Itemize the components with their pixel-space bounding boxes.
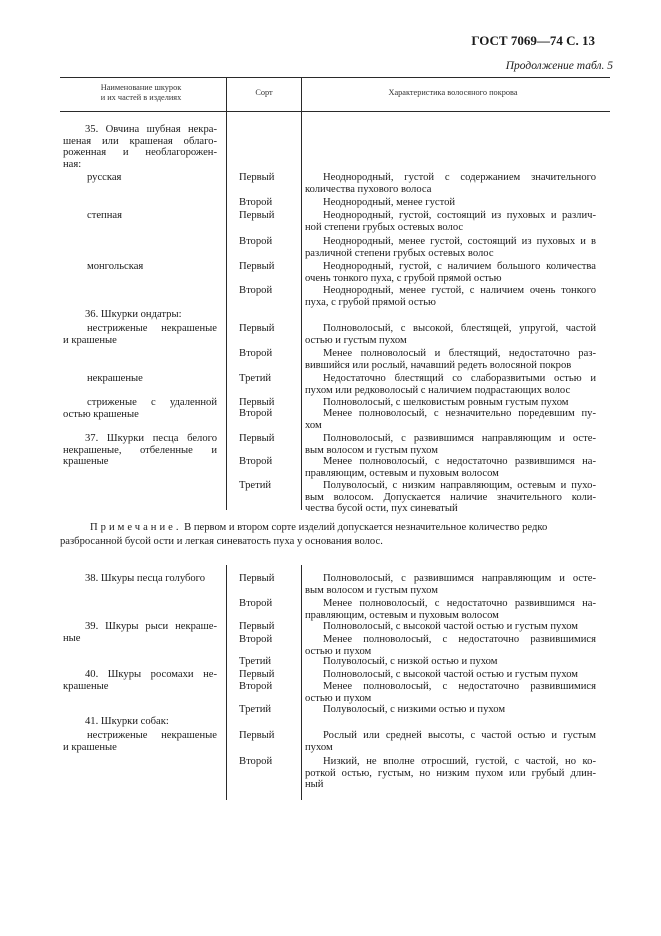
row-grade: Первый — [239, 323, 275, 334]
row-characteristic-line: Менее полноволосый, с недостаточно развившимися — [323, 681, 596, 692]
row-name-line: крашеные — [63, 456, 109, 467]
column-divider-2-lower — [301, 565, 302, 800]
row-characteristic-line: Недостаточно блестящий со слаборазвитыми остью и — [323, 373, 596, 384]
column-divider-1 — [226, 78, 227, 510]
row-name-line: ные — [63, 632, 81, 644]
row-characteristic-line: Низкий, не вполне отросший, густой, с частой, но ко- — [323, 756, 596, 767]
row-characteristic-line: вым волосом и густым пухом — [305, 444, 438, 456]
row-name-line: нестриженые некрашеные — [87, 323, 217, 334]
row-name-line: 37. Шкурки песца белого — [85, 433, 217, 444]
row-characteristic-line: Неоднородный, менее густой, состоящий из пуховых и в — [323, 236, 596, 247]
row-characteristic-line: Полуволосый, с низким направляющим, остевым и пухо- — [323, 480, 596, 491]
column-header-name — [66, 83, 216, 103]
row-grade: Первый — [239, 669, 275, 680]
row-characteristic-line: хом — [305, 419, 322, 431]
row-characteristic-line: Полуволосый, с низкой остью и пухом — [323, 656, 498, 667]
row-name-line: стриженые с удаленной — [87, 397, 217, 408]
row-characteristic-line: ной степени грубых остевых волос — [305, 221, 464, 233]
row-characteristic-line: пуха, с грубой прямой остью — [305, 296, 436, 308]
row-characteristic-line: Полноволосый, с шелковистым ровным густым пухом — [323, 397, 569, 408]
table-note — [90, 522, 597, 534]
note-text-line: В первом и втором сорте изделий допускается незначительное количество редко — [184, 522, 548, 533]
row-characteristic-line: правляющим, остевым и пуховым волосом — [305, 609, 499, 621]
row-characteristic-line: пухом или редковолосый с наличием подрастающих волос — [305, 384, 571, 396]
row-characteristic-line: правляющим, остевым и пуховым волосом — [305, 467, 499, 479]
column-header-characteristic: Характеристика волосяного покрова — [388, 88, 518, 97]
row-name-line: 38. Шкуры песца голубого — [85, 573, 206, 584]
row-characteristic-line: Менее полноволосый, с незначительно поредевшим пу- — [323, 408, 596, 419]
row-characteristic-line: Полуволосый, с низкими остью и пухом — [323, 704, 506, 715]
row-characteristic-line: Менее полноволосый, с недостаточно развившимся на- — [323, 598, 596, 609]
row-grade: Второй — [239, 456, 273, 467]
row-grade: Второй — [239, 598, 273, 609]
row-characteristic-line: Полноволосый, с развившимся направляющим и осте- — [323, 573, 596, 584]
row-grade: Третий — [239, 656, 272, 667]
row-characteristic-line: остью и густым пухом — [305, 334, 407, 346]
row-characteristic-line: очень тонкого пуха, с грубой прямой остью — [305, 272, 502, 284]
row-characteristic-line: чества бусой ости, пух синеватый — [305, 503, 458, 514]
row-grade: Первый — [239, 573, 275, 584]
row-grade: Третий — [239, 704, 272, 715]
row-name-line: ная: — [63, 158, 82, 170]
row-characteristic-line: Полноволосый, с высокой частой остью и густым пухом — [323, 621, 579, 632]
row-name-line: остью крашеные — [63, 408, 139, 420]
row-characteristic-line: Неоднородный, густой с содержанием значительного — [323, 172, 596, 183]
row-name-line: русская — [87, 172, 122, 183]
row-name-line: монгольская — [87, 261, 144, 272]
row-name-line: 40. Шкуры росомахи не- — [85, 669, 217, 680]
row-name-line: нестриженые некрашеные — [87, 730, 217, 741]
row-name-line: 36. Шкурки ондатры: — [85, 309, 182, 320]
column-divider-1-lower — [226, 565, 227, 800]
row-name-line: и крашеные — [63, 741, 117, 753]
row-grade: Второй — [239, 681, 273, 692]
row-grade: Второй — [239, 285, 273, 296]
row-grade: Первый — [239, 730, 275, 741]
row-characteristic-line: Неоднородный, густой, с наличием большого количества — [323, 261, 596, 272]
row-grade: Второй — [239, 756, 273, 767]
row-characteristic-line: Неоднородный, густой, состоящий из пуховых и различ- — [323, 210, 596, 221]
row-name-line: крашеные — [63, 680, 109, 692]
row-characteristic-line: вым волосом и густым пухом — [305, 584, 438, 596]
row-name-line: некрашеные, отбеленные и — [63, 444, 217, 456]
row-name-line: шеная или крашеная облаго- — [63, 135, 217, 147]
row-grade: Первый — [239, 433, 275, 444]
row-grade: Второй — [239, 236, 273, 247]
row-name-line: роженная и необлагорожен- — [63, 147, 217, 158]
row-grade: Второй — [239, 197, 273, 208]
table-continuation-label: Продолжение табл. 5 — [505, 60, 613, 72]
row-characteristic-line: Полноволосый, с высокой, блестящей, упругой, частой — [323, 323, 596, 334]
row-characteristic-line: остью и пухом — [305, 692, 372, 704]
row-grade: Второй — [239, 348, 273, 359]
row-grade: Первый — [239, 261, 275, 272]
row-name-line: 41. Шкурки собак: — [85, 716, 169, 727]
table-header-rule — [60, 111, 610, 112]
row-characteristic-line: Менее полноволосый, с недостаточно развившимися — [323, 634, 596, 645]
row-grade: Первый — [239, 621, 275, 632]
row-characteristic-line: Рослый или средней высоты, с частой остью и густым — [323, 730, 596, 741]
row-characteristic-line: роткой остью, густым, но низким пухом или грубый длин- — [305, 767, 596, 779]
row-name-line: степная — [87, 210, 122, 221]
row-grade: Первый — [239, 172, 275, 183]
row-characteristic-line: ный — [305, 779, 324, 790]
row-grade: Первый — [239, 397, 275, 408]
row-name-line: 35. Овчина шубная некра- — [85, 124, 217, 135]
column-header-grade: Сорт — [255, 88, 273, 97]
row-characteristic-line: Менее полноволосый, с недостаточно развившимся на- — [323, 456, 596, 467]
row-grade: Третий — [239, 480, 272, 491]
row-grade: Первый — [239, 210, 275, 221]
row-characteristic-line: различной степени грубых остевых волос — [305, 247, 494, 259]
column-header-name-line: и их частей в изделиях — [100, 93, 182, 102]
row-characteristic-line: Неоднородный, менее густой, с наличием очень тонкого — [323, 285, 596, 296]
column-divider-2 — [301, 78, 302, 510]
row-grade: Второй — [239, 408, 273, 419]
row-name-line: некрашеные — [87, 373, 143, 384]
row-name-line: 39. Шкуры рыси некраше- — [85, 621, 217, 632]
row-characteristic-line: количества пухового волоса — [305, 183, 432, 195]
page-header: ГОСТ 7069—74 С. 13 — [471, 33, 595, 48]
row-characteristic-line: Полноволосый, с высокой частой остью и густым пухом — [323, 669, 579, 680]
column-header-name-line: Наименование шкурок — [100, 83, 182, 92]
row-grade: Второй — [239, 634, 273, 645]
note-text-line: разбросанной бусой ости и легкая синеватость пуха у основания волос. — [60, 536, 383, 547]
table-top-rule — [60, 77, 610, 78]
row-characteristic-line: пухом — [305, 741, 333, 753]
row-characteristic-line: вым волосом. Допускается наличие значительного коли- — [305, 491, 596, 503]
row-name-line: и крашеные — [63, 334, 117, 346]
row-grade: Третий — [239, 373, 272, 384]
row-characteristic-line: Менее полноволосый и блестящий, недостаточно раз- — [323, 348, 596, 359]
row-characteristic-line: вившийся или рослый, начавший редеть волосяной покров — [305, 359, 572, 371]
note-label: Примечание. — [90, 522, 182, 533]
row-characteristic-line: Неоднородный, менее густой — [323, 197, 456, 208]
row-characteristic-line: остью и пухом — [305, 645, 372, 657]
row-characteristic-line: Полноволосый, с развившимся направляющим и осте- — [323, 433, 596, 444]
